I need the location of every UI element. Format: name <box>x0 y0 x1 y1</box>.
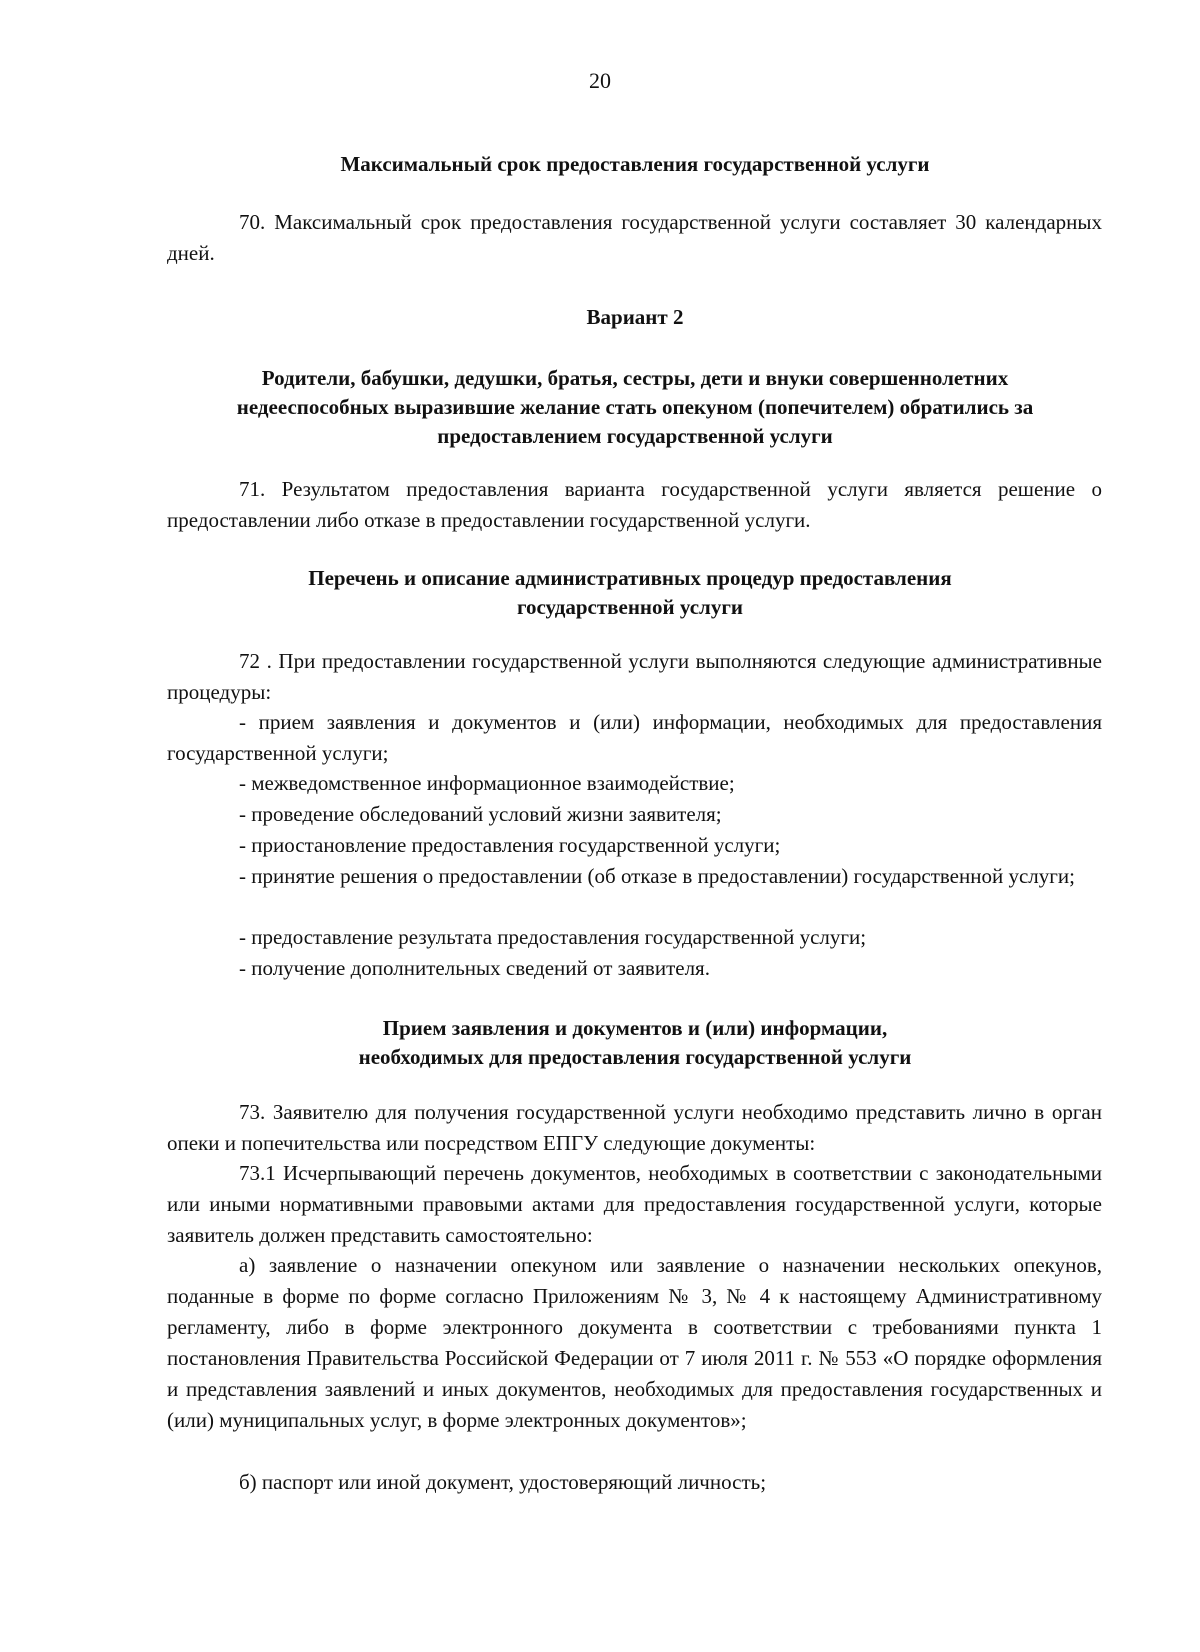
page-number: 20 <box>589 68 611 93</box>
list-item: - приостановление предоставления государственной услуги; <box>239 833 781 857</box>
paragraph-73-b: б) паспорт или иной документ, удостоверяющий личность; <box>239 1470 767 1494</box>
paragraph-71: 71. Результатом предоставления варианта государственной услуги является решение о предоставлении либо отказе в предоставлении государственной услуги. <box>167 477 1102 532</box>
paragraph-72: 72 . При предоставлении государственной услуги выполняются следующие административные процедуры: <box>167 649 1102 704</box>
heading-reception-line-1: Прием заявления и документов и (или) информации, <box>382 1016 888 1040</box>
heading-variant: Вариант 2 <box>586 305 684 329</box>
heading-max-term: Максимальный срок предоставления государственной услуги <box>340 152 930 176</box>
heading-procedures: Перечень и описание административных процедур предоставления государственной услуги <box>308 566 952 619</box>
paragraph-70: 70. Максимальный срок предоставления государственной услуги составляет 30 календарных дней. <box>167 210 1102 265</box>
paragraph-73-a: а) заявление о назначении опекуном или заявление о назначении нескольких опекунов, поданные в форме по форме согласно Приложениям № 3, № 4 к настоящему Административному регламенту, либо в форме электронного документа в соответствии с требованиями пункта 1 постановления Правительства Российской Федерации от 7 июля 2011 г. № 553 «О порядке оформления и представления заявлений и иных документов, необходимых для предоставления государственных и (или) муниципальных услуг, в форме электронных документов»; <box>167 1253 1102 1432</box>
heading-reception-line-2: необходимых для предоставления государственной услуги <box>358 1045 912 1069</box>
list-item: - получение дополнительных сведений от заявителя. <box>239 956 710 980</box>
list-item: - межведомственное информационное взаимодействие; <box>239 771 735 795</box>
list-item: - проведение обследований условий жизни заявителя; <box>239 802 722 826</box>
heading-applicants: Родители, бабушки, дедушки, братья, сестры, дети и внуки совершеннолетних недееспособных выразившие желание стать опекуном (попечителем) обратились за предоставлением государственной услуги <box>236 366 1034 448</box>
list-item: - прием заявления и документов и (или) информации, необходимых для предоставления государственной услуги; <box>167 710 1102 765</box>
list-item: - предоставление результата предоставления государственной услуги; <box>239 925 867 949</box>
paragraph-73: 73. Заявителю для получения государственной услуги необходимо представить лично в орган опеки и попечительства или посредством ЕПГУ следующие документы: <box>167 1100 1102 1155</box>
list-item: - принятие решения о предоставлении (об отказе в предоставлении) государственной услуги; <box>239 864 1075 888</box>
paragraph-73-1: 73.1 Исчерпывающий перечень документов, необходимых в соответствии с законодательными или иными нормативными правовыми актами для предоставления государственной услуги, которые заявитель должен представить самостоятельно: <box>167 1161 1102 1247</box>
